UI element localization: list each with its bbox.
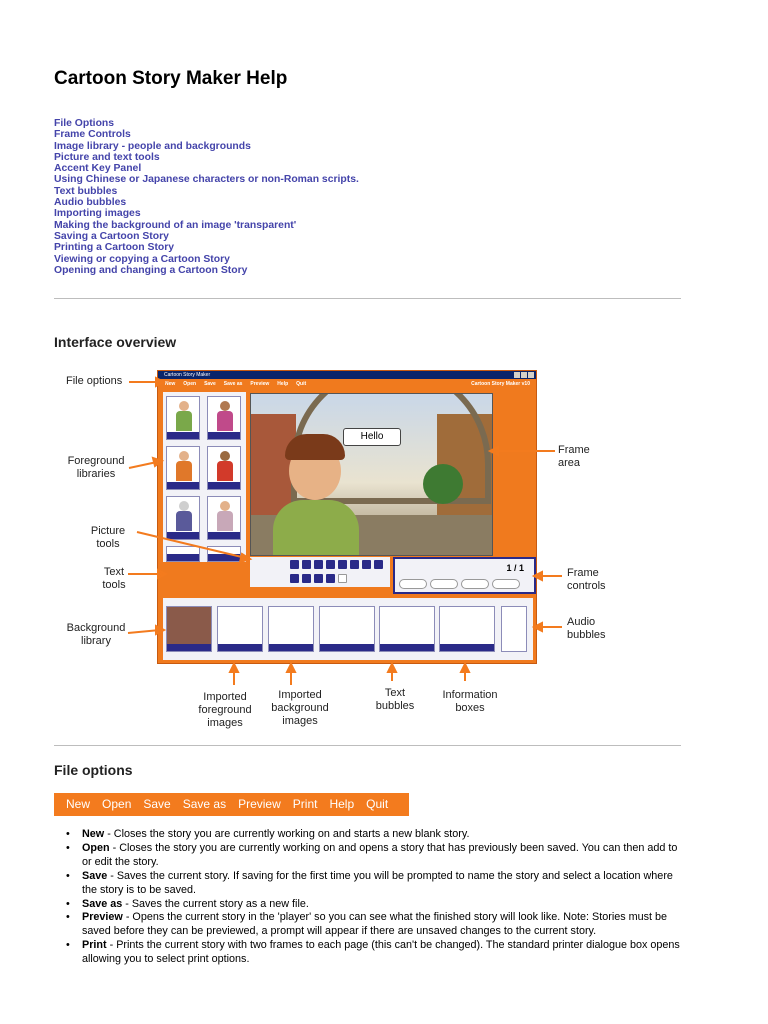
app-menu-new: New (165, 381, 176, 387)
table-of-contents (54, 118, 359, 276)
toc-link-image-library[interactable]: Image library - people and backgrounds (54, 140, 251, 152)
menu-quit[interactable]: Quit (366, 797, 389, 811)
file-options-list (66, 828, 686, 967)
callout-frame-controls: Frame controls (567, 567, 606, 592)
frame-controls-panel (393, 557, 536, 594)
toc-item (54, 254, 359, 265)
term-open: Open (82, 841, 110, 854)
app-screenshot (157, 370, 537, 664)
character-thumb (207, 446, 241, 490)
foreground-library-panel (163, 392, 246, 562)
list-item: • Open - Closes the story you are currently working on and opens a story that has previously been saved. You can then add to or edit the story. (66, 842, 686, 870)
callout-text-bubbles: Text bubbles (375, 687, 415, 712)
toc-item (54, 118, 359, 129)
menu-new[interactable]: New (66, 797, 91, 811)
list-item: • New - Closes the story you are currently working on and starts a new blank story. (66, 828, 686, 842)
app-menu-help: Help (277, 381, 289, 387)
menu-preview[interactable]: Preview (238, 797, 281, 811)
callout-foreground-libraries: Foreground libraries (67, 455, 125, 480)
imported-background-slot (268, 606, 314, 652)
background-thumb (166, 606, 212, 652)
page-title: Cartoon Story Maker Help (54, 68, 288, 89)
toc-link-text-bubbles[interactable]: Text bubbles (54, 185, 118, 197)
menu-save[interactable]: Save (143, 797, 171, 811)
imported-foreground-slot (217, 606, 263, 652)
callout-imported-background: Imported background images (271, 689, 329, 727)
speech-bubble: Hello (343, 428, 401, 446)
menu-print[interactable]: Print (292, 797, 318, 811)
tool-strip (250, 557, 390, 587)
toc-item (54, 174, 359, 185)
list-item: • Print - Prints the current story with two frames to each page (this can't be changed). The standard printer dialogue box opens allowing you to select print options. (66, 939, 686, 967)
callout-frame-area: Frame area (558, 444, 590, 469)
term-preview: Preview (82, 911, 123, 924)
text-bubble-slot (319, 606, 375, 652)
app-menu-open: Open (183, 381, 197, 387)
callout-file-options: File options (66, 375, 123, 387)
menu-open[interactable]: Open (102, 797, 132, 811)
term-new: New (82, 828, 105, 840)
interface-overview-heading: Interface overview (54, 334, 177, 350)
menu-help[interactable]: Help (329, 797, 355, 811)
toc-item (54, 141, 359, 152)
file-options-menu-bar (54, 793, 409, 816)
toc-link-opening-changing[interactable]: Opening and changing a Cartoon Story (54, 264, 248, 276)
app-menu-preview: Preview (250, 381, 270, 387)
text-bubble-slot (379, 606, 435, 652)
character-thumb (166, 546, 200, 562)
toc-link-audio-bubbles[interactable]: Audio bubbles (54, 197, 127, 209)
divider (54, 298, 681, 299)
toc-item (54, 186, 359, 197)
information-box-slot (439, 606, 495, 652)
window-buttons (514, 372, 534, 378)
callout-imported-foreground: Imported foreground images (198, 691, 252, 729)
callout-information-boxes: Information boxes (442, 689, 498, 714)
toc-link-picture-text-tools[interactable]: Picture and text tools (54, 151, 160, 163)
toc-item (54, 208, 359, 219)
toc-link-printing[interactable]: Printing a Cartoon Story (54, 242, 175, 254)
bottom-library-panel (163, 598, 533, 660)
divider (54, 745, 681, 746)
toc-link-non-roman-scripts[interactable]: Using Chinese or Japanese characters or non-Roman scripts. (54, 174, 359, 186)
toc-item (54, 197, 359, 208)
toc-link-frame-controls[interactable]: Frame Controls (54, 129, 131, 141)
character-thumb (166, 396, 200, 440)
file-options-heading: File options (54, 762, 133, 778)
list-item: • Preview - Opens the current story in the 'player' so you can see what the finished story will look like. Note: Stories must be saved before they can be previewed, a prompt will appear if there are unsaved changes to the current story. (66, 911, 686, 939)
toc-item (54, 163, 359, 174)
toc-item (54, 129, 359, 140)
app-titlebar (158, 371, 536, 379)
audio-bubble-slot (501, 606, 527, 652)
toc-link-accent-key-panel[interactable]: Accent Key Panel (54, 163, 142, 175)
term-save: Save (82, 869, 108, 882)
frame-area-scene (250, 393, 493, 556)
app-menu-save: Save (204, 381, 216, 387)
toc-item (54, 220, 359, 231)
app-menu-bar (158, 379, 536, 389)
character-thumb (166, 496, 200, 540)
toc-item (54, 242, 359, 253)
character-thumb (207, 546, 241, 562)
toc-link-saving[interactable]: Saving a Cartoon Story (54, 230, 169, 242)
term-save-as: Save as (82, 897, 123, 910)
character-thumb (207, 396, 241, 440)
toc-item (54, 152, 359, 163)
callout-background-library: Background library (66, 622, 126, 647)
callout-audio-bubbles: Audio bubbles (567, 616, 606, 641)
app-menu-save-as: Save as (223, 381, 243, 387)
list-item: • Save as - Saves the current story as a new file. (66, 898, 686, 912)
callout-text-tools: Text tools (102, 566, 126, 591)
character-thumb (166, 446, 200, 490)
toc-link-viewing-copying[interactable]: Viewing or copying a Cartoon Story (54, 253, 230, 265)
toc-link-file-options[interactable]: File Options (54, 118, 115, 129)
character-thumb (207, 496, 241, 540)
app-menu-quit: Quit (296, 381, 307, 387)
app-version: Cartoon Story Maker v10 (471, 381, 530, 387)
toc-item (54, 265, 359, 276)
menu-save-as[interactable]: Save as (182, 797, 227, 811)
frame-count: 1 / 1 (506, 563, 524, 573)
toc-link-transparent-background[interactable]: Making the background of an image 'transparent' (54, 219, 297, 231)
term-print: Print (82, 939, 107, 952)
callout-picture-tools: Picture tools (90, 525, 126, 550)
toc-link-importing-images[interactable]: Importing images (54, 208, 141, 220)
app-window-title: Cartoon Story Maker (164, 372, 211, 378)
toc-item (54, 231, 359, 242)
list-item: • Save - Saves the current story. If saving for the first time you will be prompted to name the story and select a location where the story is to be saved. (66, 870, 686, 898)
